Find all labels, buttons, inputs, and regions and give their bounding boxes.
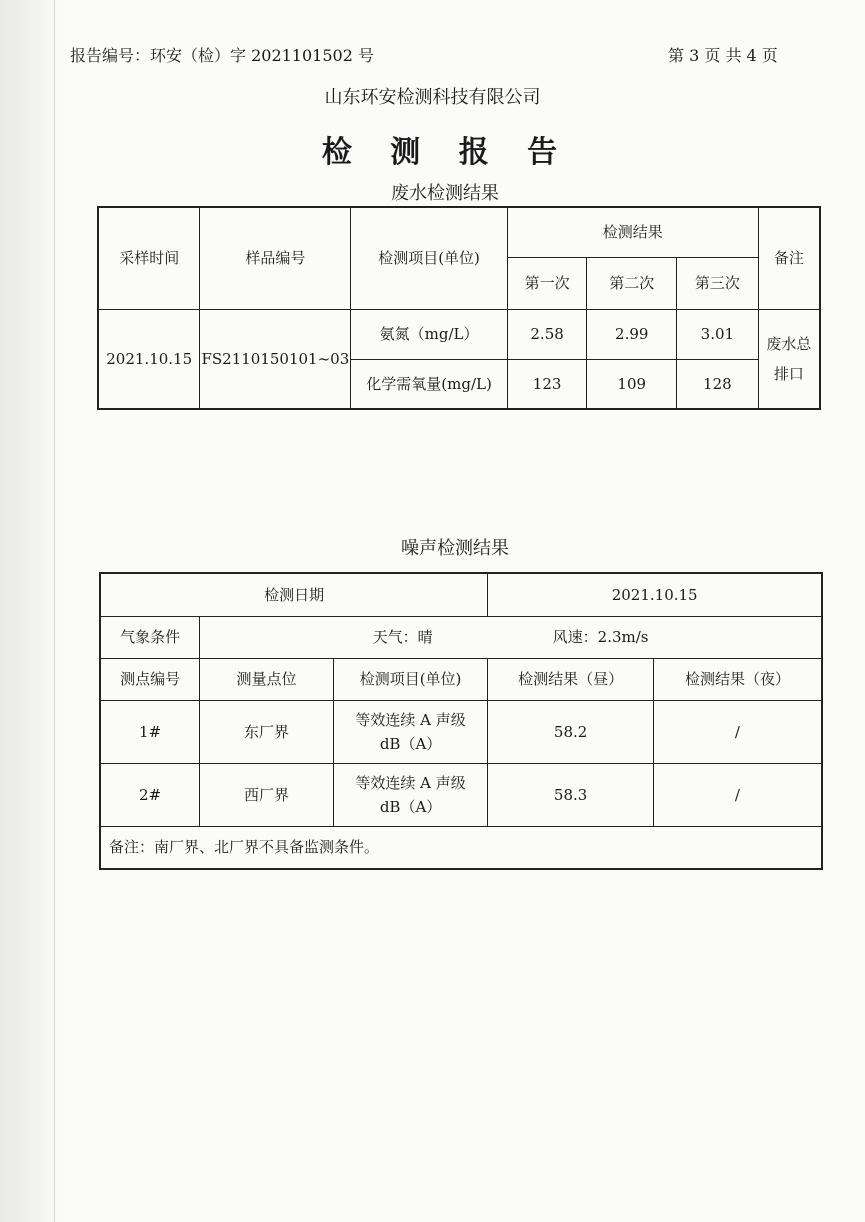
date-value: 2021.10.15 bbox=[488, 573, 822, 616]
night-value-cell: / bbox=[653, 763, 822, 826]
weather-value: 天气：晴 bbox=[372, 628, 433, 646]
point-cell: 1# bbox=[100, 700, 200, 763]
item-cell bbox=[333, 763, 488, 826]
header-sample-no: 样品编号 bbox=[200, 207, 351, 309]
header-item-unit: 检测项目(单位) bbox=[351, 207, 507, 309]
header-day: 检测结果（昼） bbox=[488, 658, 654, 700]
header-sampling-time: 采样时间 bbox=[98, 207, 200, 309]
point-cell: 2# bbox=[100, 763, 200, 826]
item-cell: 氨氮（mg/L） bbox=[351, 309, 507, 359]
item-line-1: 等效连续 A 声级 bbox=[355, 773, 466, 792]
value-cell: 2.58 bbox=[507, 309, 587, 359]
header-location: 测量点位 bbox=[200, 658, 334, 700]
item-cell: 化学需氧量(mg/L) bbox=[351, 359, 507, 409]
location-cell: 东厂界 bbox=[200, 700, 334, 763]
header-third: 第三次 bbox=[677, 257, 759, 309]
header-night: 检测结果（夜） bbox=[653, 658, 822, 700]
value-cell: 109 bbox=[587, 359, 677, 409]
header-first: 第一次 bbox=[507, 257, 587, 309]
item-line-2: dB（A） bbox=[379, 797, 442, 816]
header-second: 第二次 bbox=[587, 257, 677, 309]
table-row bbox=[98, 309, 820, 359]
sampling-time-cell: 2021.10.15 bbox=[98, 309, 200, 409]
day-value-cell: 58.3 bbox=[488, 763, 654, 826]
weather-label: 气象条件 bbox=[100, 616, 200, 658]
value-cell: 2.99 bbox=[587, 309, 677, 359]
value-cell: 123 bbox=[507, 359, 587, 409]
item-line-1: 等效连续 A 声级 bbox=[355, 710, 466, 729]
item-cell bbox=[333, 700, 488, 763]
sample-no-cell: FS2110150101~03 bbox=[200, 309, 351, 409]
wind-value: 风速：2.3m/s bbox=[552, 628, 649, 646]
remark-cell: 废水总排口 bbox=[758, 309, 820, 409]
night-value-cell: / bbox=[653, 700, 822, 763]
report-number: 报告编号：环安（检）字 2021101502 号 bbox=[70, 46, 374, 65]
company-name: 山东环安检测科技有限公司 bbox=[324, 87, 541, 108]
header-remark: 备注 bbox=[758, 207, 820, 309]
header-item-unit: 检测项目(单位) bbox=[333, 658, 488, 700]
value-cell: 128 bbox=[677, 359, 759, 409]
page-title: 检 测 报 告 bbox=[321, 135, 572, 170]
header-results: 检测结果 bbox=[507, 207, 758, 257]
table-row bbox=[100, 700, 822, 763]
water-results-table bbox=[97, 206, 821, 410]
day-value-cell: 58.2 bbox=[488, 700, 654, 763]
header-point-no: 测点编号 bbox=[100, 658, 200, 700]
water-section-title: 废水检测结果 bbox=[391, 183, 499, 204]
noise-results-table bbox=[99, 572, 823, 870]
noise-note: 备注：南厂界、北厂界不具备监测条件。 bbox=[100, 826, 822, 869]
location-cell: 西厂界 bbox=[200, 763, 334, 826]
page-info: 第 3 页 共 4 页 bbox=[668, 46, 778, 65]
table-row bbox=[100, 763, 822, 826]
item-line-2: dB（A） bbox=[379, 734, 442, 753]
noise-section-title: 噪声检测结果 bbox=[401, 538, 509, 559]
date-label: 检测日期 bbox=[100, 573, 488, 616]
weather-info bbox=[200, 616, 822, 658]
value-cell: 3.01 bbox=[677, 309, 759, 359]
